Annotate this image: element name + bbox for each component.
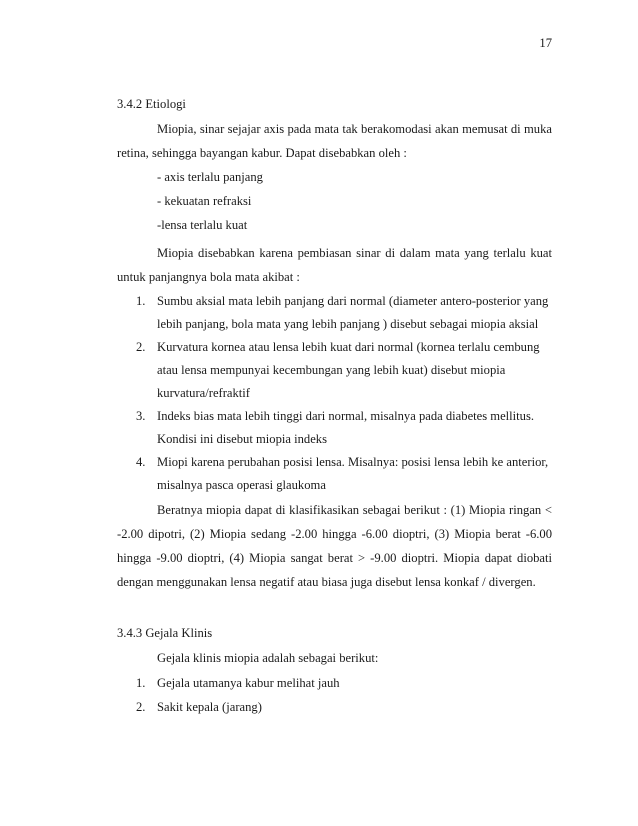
paragraph-line: dengan menggunakan lensa negatif atau biasa juga disebut lensa konkaf / divergen. xyxy=(117,575,536,589)
list-number: 3. xyxy=(136,409,146,423)
list-item-line: Indeks bias mata lebih tinggi dari normal, misalnya pada diabetes mellitus. xyxy=(157,409,535,423)
list-item-line: kurvatura/refraktif xyxy=(157,386,251,400)
paragraph-line: retina, sehingga bayangan kabur. Dapat disebabkan oleh : xyxy=(117,146,407,160)
list-number: 1. xyxy=(136,294,146,308)
list-item-line: Sakit kepala (jarang) xyxy=(157,700,262,714)
list-item-line: Kurvatura kornea atau lensa lebih kuat dari normal (kornea terlalu cembung xyxy=(157,340,540,354)
list-number: 4. xyxy=(136,455,146,469)
list-number: 2. xyxy=(136,700,146,714)
paragraph-line: Miopia, sinar sejajar axis pada mata tak berakomodasi akan memusat di muka xyxy=(157,122,552,136)
list-item-line: Sumbu aksial mata lebih panjang dari normal (diameter antero-posterior yang xyxy=(157,294,549,308)
paragraph-line: untuk panjangnya bola mata akibat : xyxy=(117,270,300,284)
list-number: 1. xyxy=(136,676,146,690)
cause-item: - kekuatan refraksi xyxy=(157,194,252,208)
paragraph-line: hingga -9.00 dioptri, (4) Miopia sangat berat > -9.00 dioptri. Miopia dapat diobati xyxy=(117,551,552,565)
list-item-line: Gejala utamanya kabur melihat jauh xyxy=(157,676,340,690)
section-heading-etiologi: 3.4.2 Etiologi xyxy=(117,97,186,111)
list-item-line: atau lensa mempunyai kecembungan yang lebih kuat) disebut miopia xyxy=(157,363,506,377)
section-heading-gejala-klinis: 3.4.3 Gejala Klinis xyxy=(117,626,213,640)
paragraph-line: Gejala klinis miopia adalah sebagai berikut: xyxy=(157,651,379,665)
list-item-line: lebih panjang, bola mata yang lebih panjang ) disebut sebagai miopia aksial xyxy=(157,317,539,331)
list-item-line: Kondisi ini disebut miopia indeks xyxy=(157,432,328,446)
cause-item: - axis terlalu panjang xyxy=(157,170,263,184)
page-number: 17 xyxy=(539,36,552,50)
list-item-line: misalnya pasca operasi glaukoma xyxy=(157,478,326,492)
cause-item: -lensa terlalu kuat xyxy=(157,218,248,232)
paragraph-line: Miopia disebabkan karena pembiasan sinar di dalam mata yang terlalu kuat xyxy=(157,246,552,260)
list-item-line: Miopi karena perubahan posisi lensa. Misalnya: posisi lensa lebih ke anterior, xyxy=(157,455,549,469)
paragraph-line: Beratnya miopia dapat di klasifikasikan sebagai berikut : (1) Miopia ringan < xyxy=(157,503,552,517)
paragraph-line: -2.00 dipotri, (2) Miopia sedang -2.00 hingga -6.00 dioptri, (3) Miopia berat -6.00 xyxy=(117,527,552,541)
list-number: 2. xyxy=(136,340,146,354)
